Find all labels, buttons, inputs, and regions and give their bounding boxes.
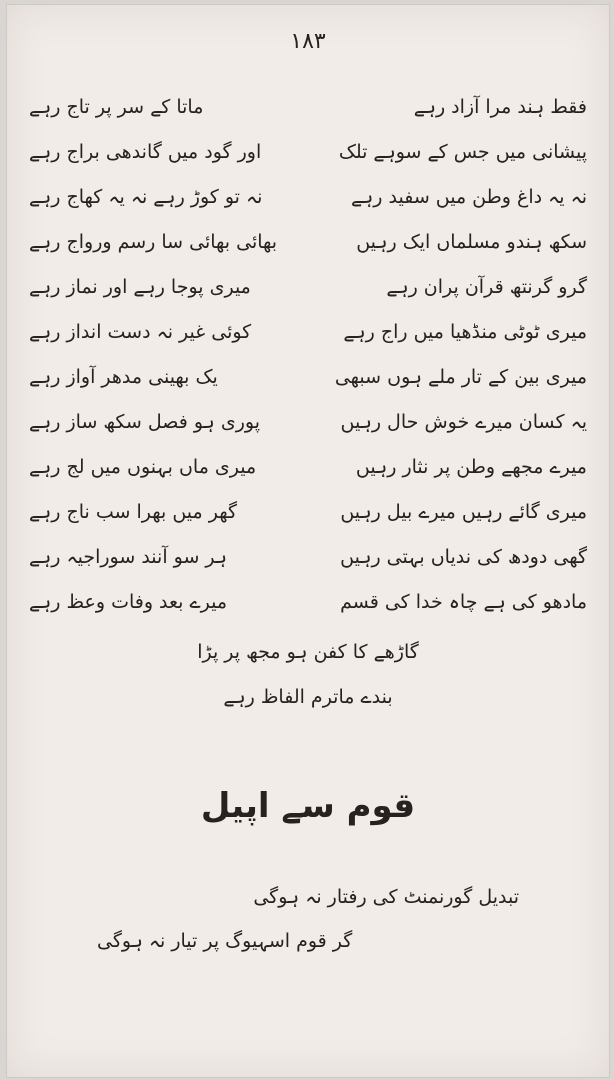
- verse-line: میری ٹوٹی منڈھیا میں راج رہے: [343, 321, 587, 343]
- verse-line: کوئی غیر نہ دست انداز رہے: [29, 321, 252, 343]
- verse-line: میری پوجا رہے اور نماز رہے: [29, 276, 251, 298]
- verse-line: ہر سو آنند سوراجیہ رہے: [29, 546, 228, 568]
- poem-stanza: [29, 85, 587, 625]
- verse-line: یک بھینی مدھر آواز رہے: [29, 366, 218, 388]
- section-title: قوم سے اپیل: [200, 786, 416, 826]
- poem-couplet: [29, 535, 587, 580]
- verse-line: میرے مجھے وطن پر نثار رہیں: [355, 456, 587, 478]
- verse-line: سکھ ہندو مسلماں ایک رہیں: [356, 231, 587, 253]
- verse-line: مادھو کی ہے چاہ خدا کی قسم: [340, 591, 587, 613]
- page-number: ۱۸۳: [290, 29, 326, 54]
- appeal-line: گر قوم اسہیوگ پر تیار نہ ہوگی: [97, 930, 353, 952]
- verse-line: گرو گرنتھ قرآن پران رہے: [386, 276, 587, 298]
- verse-line: پوری ہو فصل سکھ ساز رہے: [29, 411, 260, 433]
- verse-line: بھائی بھائی سا رسم ورواج رہے: [29, 231, 278, 253]
- verse-line: میری گائے رہیں میرے بیل رہیں: [340, 501, 587, 523]
- verse-line: میری بین کے تار ملے ہوں سبھی: [334, 366, 587, 388]
- poem-couplet: [29, 400, 587, 445]
- appeal-line: تبدیل گورنمنٹ کی رفتار نہ ہوگی: [253, 886, 519, 908]
- poem-couplet: [29, 220, 587, 265]
- poem-closing: [7, 630, 609, 720]
- verse-line: فقط ہند مرا آزاد رہے: [413, 96, 587, 118]
- verse-line: یہ کسان میرے خوش حال رہیں: [340, 411, 587, 433]
- poem-couplet: [29, 85, 587, 130]
- verse-line: اور گود میں گاندھی براج رہے: [29, 141, 262, 163]
- verse-line: پیشانی میں جس کے سوہے تلک: [338, 141, 587, 163]
- poem-couplet: [29, 445, 587, 490]
- appeal-verse: [67, 875, 549, 963]
- verse-line: میری ماں بہنوں میں لج رہے: [29, 456, 257, 478]
- poem-couplet: [29, 490, 587, 535]
- poem-couplet: [29, 580, 587, 625]
- verse-line: نہ تو کوڑ رہے نہ یہ کھاج رہے: [29, 186, 263, 208]
- verse-line: میرے بعد وفات وعظ رہے: [29, 591, 228, 613]
- closing-line: بندے ماترم الفاظ رہے: [223, 686, 393, 708]
- verse-line: گھر میں بھرا سب ناج رہے: [29, 501, 238, 523]
- book-page: [6, 4, 610, 1078]
- poem-couplet: [29, 355, 587, 400]
- poem-couplet: [29, 310, 587, 355]
- verse-line: گھی دودھ کی ندیاں بہتی رہیں: [340, 546, 587, 568]
- poem-couplet: [29, 265, 587, 310]
- verse-line: ماتا کے سر پر تاج رہے: [29, 96, 204, 118]
- poem-couplet: [29, 130, 587, 175]
- poem-couplet: [29, 175, 587, 220]
- verse-line: نہ یہ داغ وطن میں سفید رہے: [351, 186, 587, 208]
- closing-line: گاڑھے کا کفن ہو مجھ پر پڑا: [197, 641, 419, 663]
